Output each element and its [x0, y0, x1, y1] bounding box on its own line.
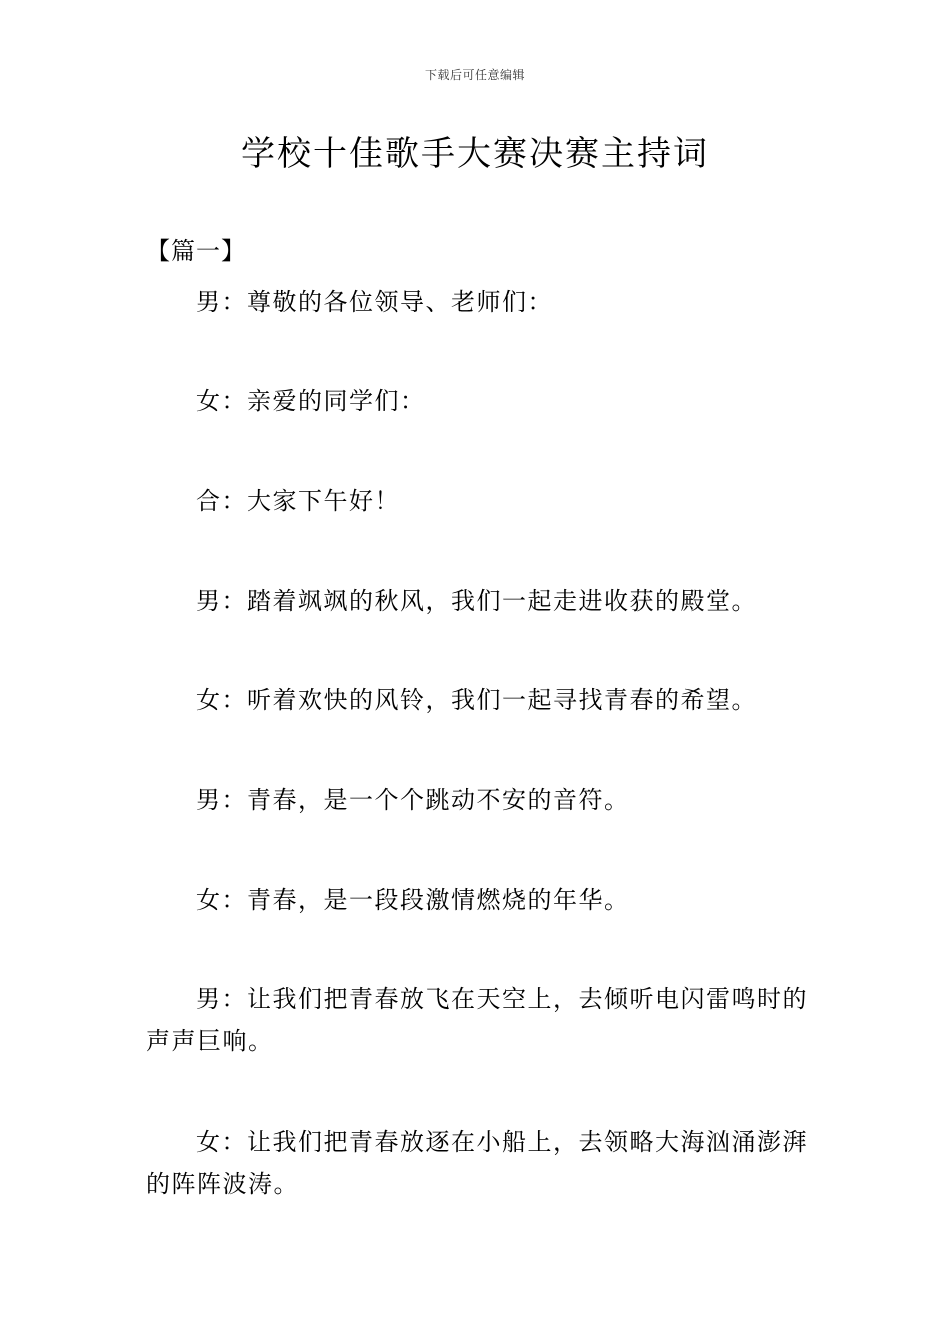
paragraph-6: 男：青春，是一个个跳动不安的音符。 [196, 786, 630, 814]
paragraph-9: 女：让我们把青春放逐在小船上，去领略大海汹涌澎湃的阵阵波涛。 [146, 1128, 808, 1198]
section-label: 【篇一】 [146, 237, 246, 265]
paragraph-8: 男：让我们把青春放飞在天空上，去倾听电闪雷鸣时的声声巨响。 [146, 985, 808, 1055]
paragraph-4: 男：踏着飒飒的秋风，我们一起走进收获的殿堂。 [196, 587, 757, 615]
paragraph-7: 女：青春，是一段段激情燃烧的年华。 [196, 886, 630, 914]
header-note: 下载后可任意编辑 [424, 68, 525, 82]
paragraph-2: 女：亲爱的同学们： [196, 387, 426, 415]
paragraph-5: 女：听着欢快的风铃，我们一起寻找青春的希望。 [196, 686, 757, 714]
paragraph-3: 合：大家下午好！ [196, 487, 400, 515]
document-title: 学校十佳歌手大赛决赛主持词 [241, 134, 709, 174]
paragraph-1: 男：尊敬的各位领导、老师们： [196, 288, 553, 316]
